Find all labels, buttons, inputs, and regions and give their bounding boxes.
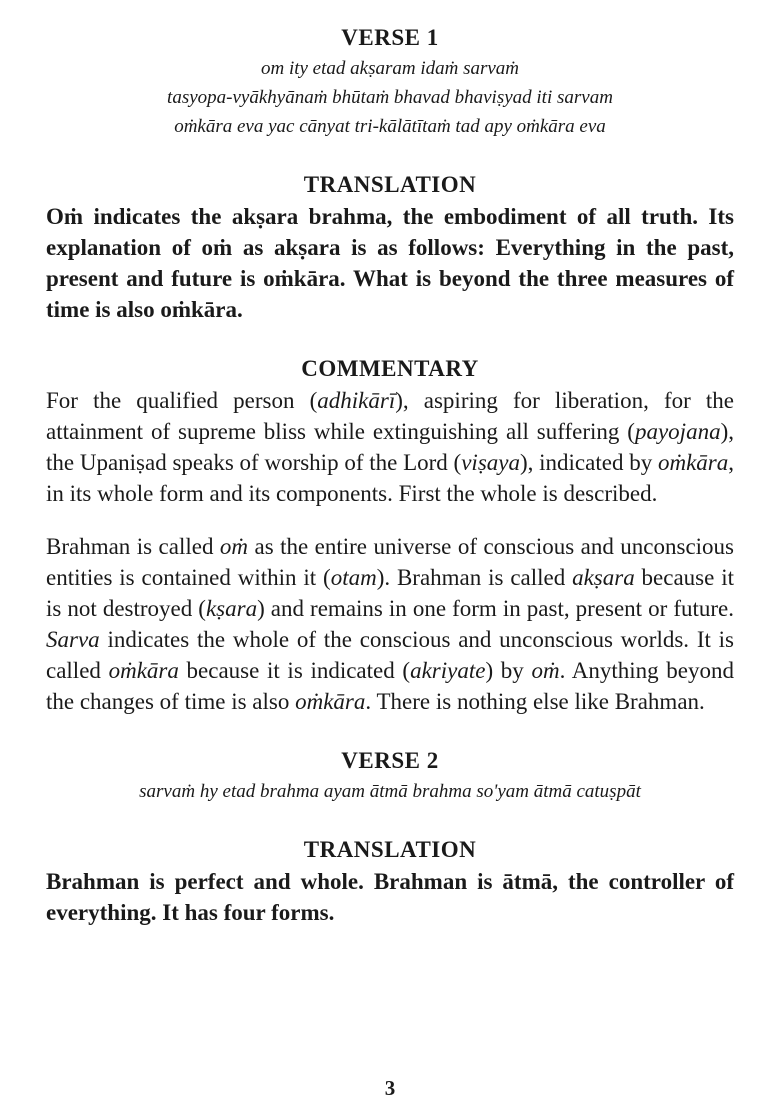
- verse-line: oṁkāra eva yac cānyat tri-kālātītaṁ tad apy oṁkāra eva: [174, 116, 606, 137]
- commentary-paragraph-1: For the qualified person (adhikārī), aspiring for liberation, for the attainment of supreme bliss while extinguishing all suffering (payojana), the Upaniṣad speaks of worship of the Lord (viṣaya), indicated by oṁkāra, in its whole form and its components. First the whole is described.: [46, 388, 734, 506]
- verse-1-heading: VERSE 1: [341, 25, 439, 50]
- verse-1-text: [46, 54, 734, 141]
- translation-2-heading: TRANSLATION: [303, 837, 477, 862]
- verse-2-text: [46, 777, 734, 806]
- page-number: 3: [384, 1076, 396, 1100]
- translation-1-heading: TRANSLATION: [303, 172, 477, 197]
- page-content: [46, 22, 734, 928]
- translation-2-text: Brahman is perfect and whole. Brahman is ātmā, the controller of everything. It has four forms.: [46, 869, 734, 925]
- translation-1-text: Oṁ indicates the akṣara brahma, the embodiment of all truth. Its explanation of oṁ as akṣara is as follows: Everything in the past, present and future is oṁkāra. What is beyond the three measures of time is also oṁkāra.: [46, 204, 734, 322]
- commentary-paragraph-2: Brahman is called oṁ as the entire universe of conscious and unconscious entities is contained within it (otam). Brahman is called akṣara because it is not destroyed (kṣara) and remains in one form in past, present or future. Sarva indicates the whole of the conscious and unconscious worlds. It is called oṁkāra because it is indicated (akriyate) by oṁ. Anything beyond the changes of time is also oṁkāra. There is nothing else like Brahman.: [46, 534, 735, 714]
- verse-line: om ity etad akṣaram idaṁ sarvaṁ: [260, 58, 520, 79]
- commentary-heading: COMMENTARY: [301, 356, 479, 381]
- verse-2-heading: VERSE 2: [341, 748, 439, 773]
- verse-line: tasyopa-vyākhyānaṁ bhūtaṁ bhavad bhaviṣyad iti sarvam: [167, 87, 613, 108]
- verse-line: sarvaṁ hy etad brahma ayam ātmā brahma so'yam ātmā catuṣpāt: [139, 781, 641, 802]
